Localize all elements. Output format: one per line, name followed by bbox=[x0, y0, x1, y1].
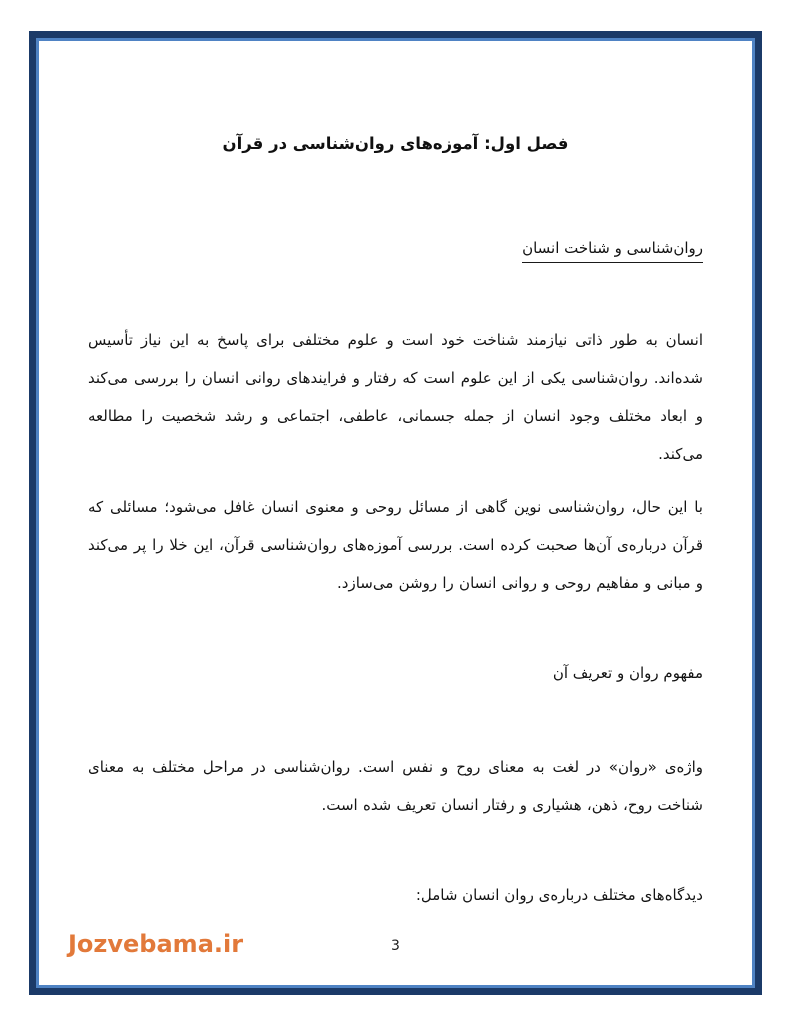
section-heading-text: روان‌شناسی و شناخت انسان bbox=[522, 236, 703, 263]
page-number: 3 bbox=[391, 938, 400, 954]
site-logo-watermark: Jozvebama.ir bbox=[68, 930, 244, 958]
body-paragraph-3: واژه‌ی «روان» در لغت به معنای روح و نفس است. روان‌شناسی در مراحل مختلف به معنای شناخت روح، ذهن، هشیاری و رفتار انسان تعریف شده است. bbox=[88, 758, 703, 814]
body-paragraph-1: انسان به طور ذاتی نیازمند شناخت خود است و علوم مختلفی برای پاسخ به این نیاز تأسیس شده‌اند. روان‌شناسی یکی از این علوم است که رفتار و فرایندهای روانی انسان را بررسی می‌کند و ابعاد مختلف وجود انسان از جمله جسمانی، عاطفی، اجتماعی و رشد شخصیت را مطالعه می‌کند. bbox=[88, 331, 703, 463]
section-heading-text: مفهوم روان و تعریف آن bbox=[552, 664, 703, 682]
section-heading-concept-of-ravan bbox=[88, 661, 703, 685]
page-title: فصل اول: آموزه‌های روان‌شناسی در قرآن bbox=[222, 134, 569, 153]
list-lead-in-line: دیدگاه‌های مختلف درباره‌ی روان انسان شامل: bbox=[415, 886, 703, 904]
section-heading-psychology-and-human-knowledge bbox=[88, 236, 703, 263]
body-paragraph-2: با این حال، روان‌شناسی نوین گاهی از مسائل روحی و معنوی انسان غافل می‌شود؛ مسائلی که قرآن درباره‌ی آن‌ها صحبت کرده است. بررسی آموزه‌های روان‌شناسی قرآن، این خلا را پر می‌کند و مبانی و مفاهیم روحی و روانی انسان را روشن می‌سازد. bbox=[88, 498, 703, 592]
